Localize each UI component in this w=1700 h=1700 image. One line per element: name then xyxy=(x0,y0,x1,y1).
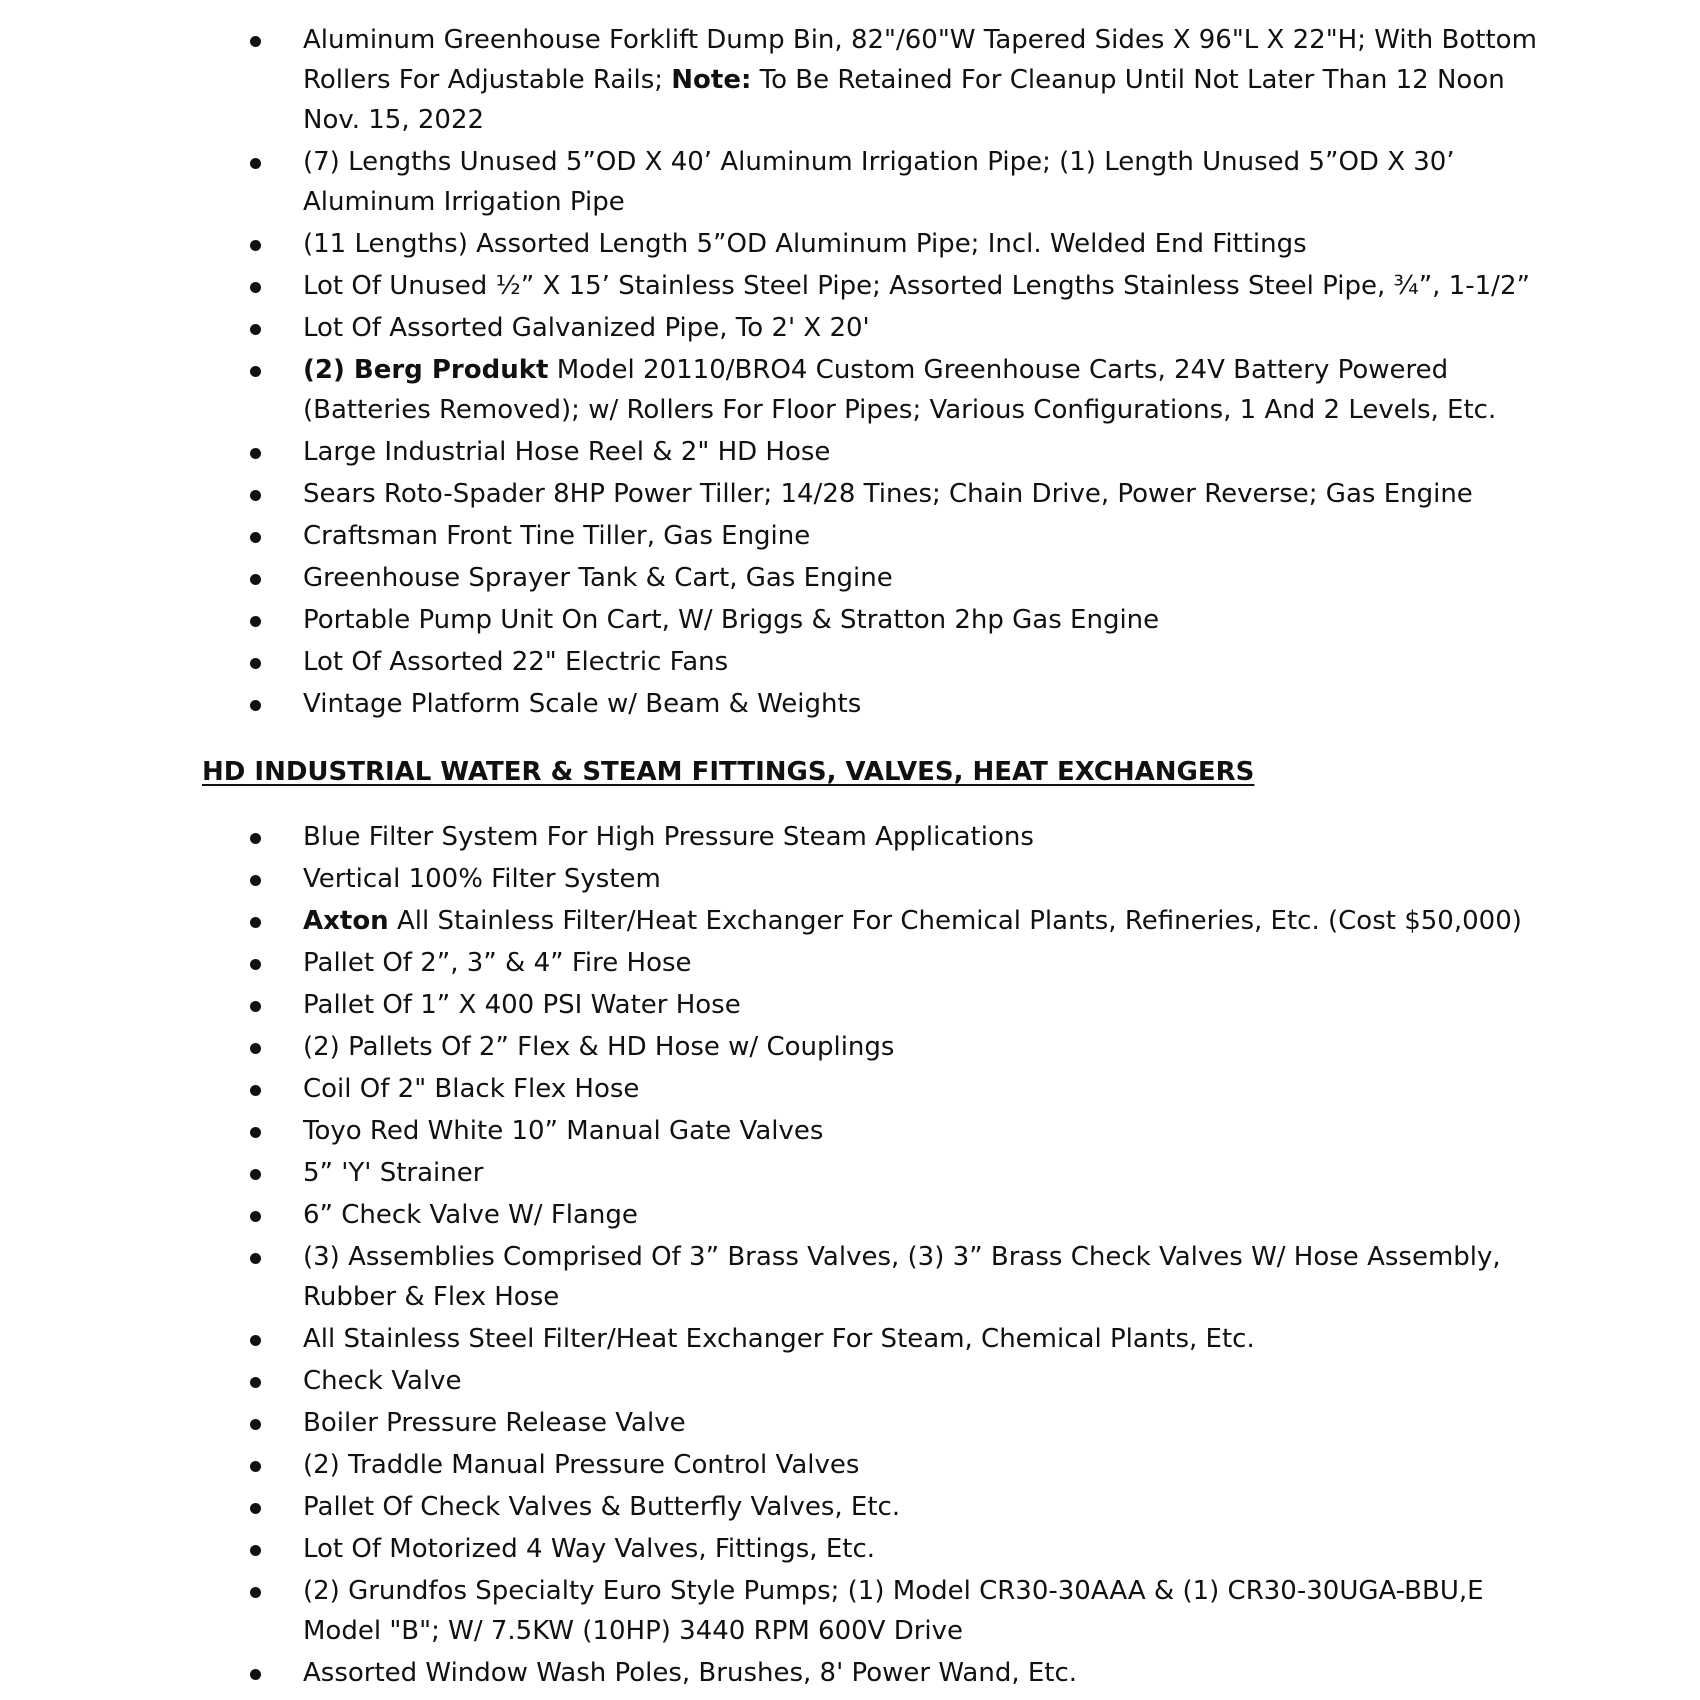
bullet-icon xyxy=(250,448,261,459)
list-item xyxy=(0,474,1540,514)
item-text: Aluminum Greenhouse Forklift Dump Bin, 82"/60"W Tapered Sides X 96"L X 22"H; With Bottom Rollers For Adjustable Rails; xyxy=(303,25,1537,95)
list-item xyxy=(0,1487,1540,1527)
item-text: All Stainless Filter/Heat Exchanger For Chemical Plants, Refineries, Etc. (Cost $50,000) xyxy=(388,906,1522,936)
item-text: (2) Traddle Manual Pressure Control Valves xyxy=(303,1450,860,1480)
item-text: (11 Lengths) Assorted Length 5”OD Aluminum Pipe; Incl. Welded End Fittings xyxy=(303,229,1307,259)
list-item xyxy=(0,859,1540,899)
bullet-icon xyxy=(250,1085,261,1096)
bullet-icon xyxy=(250,833,261,844)
list-item xyxy=(0,1571,1540,1651)
item-text: (2) Grundfos Specialty Euro Style Pumps; (1) Model CR30-30AAA & (1) CR30-30UGA-BBU,E Model "B"; W/ 7.5KW (10HP) 3440 RPM 600V Drive xyxy=(303,1576,1484,1646)
item-text: (7) Lengths Unused 5”OD X 40’ Aluminum Irrigation Pipe; (1) Length Unused 5”OD X 30’ Aluminum Irrigation Pipe xyxy=(303,147,1455,217)
bullet-icon xyxy=(250,1377,261,1388)
item-text: Coil Of 2" Black Flex Hose xyxy=(303,1074,640,1104)
list-item xyxy=(0,142,1540,222)
bullet-icon xyxy=(250,240,261,251)
list-item xyxy=(0,943,1540,983)
item-text-continued: To Be Retained For Cleanup Until Not Later Than 12 Noon Nov. 15, 2022 xyxy=(303,65,1505,135)
list-item xyxy=(0,901,1540,941)
item-bold-text: Axton xyxy=(303,906,389,936)
list-item xyxy=(0,224,1540,264)
list-item xyxy=(0,985,1540,1025)
bullet-icon xyxy=(250,324,261,335)
list-item xyxy=(0,642,1540,682)
item-text: All Stainless Steel Filter/Heat Exchanger For Steam, Chemical Plants, Etc. xyxy=(303,1324,1255,1354)
item-text: Lot Of Assorted 22" Electric Fans xyxy=(303,647,729,677)
item-text: Vintage Platform Scale w/ Beam & Weights xyxy=(303,689,862,719)
bullet-icon xyxy=(250,1253,261,1264)
list-item xyxy=(0,1653,1540,1693)
item-text: Check Valve xyxy=(303,1366,462,1396)
bullet-icon xyxy=(250,700,261,711)
list-item xyxy=(0,558,1540,598)
item-text: Portable Pump Unit On Cart, W/ Briggs & Stratton 2hp Gas Engine xyxy=(303,605,1160,635)
item-text: Model 20110/BRO4 Custom Greenhouse Carts, 24V Battery Powered (Batteries Removed); w/ Rollers For Floor Pipes; Various Configurations, 1 And 2 Levels, Etc. xyxy=(303,355,1497,425)
bullet-icon xyxy=(250,1169,261,1180)
item-text: Boiler Pressure Release Valve xyxy=(303,1408,686,1438)
list-item xyxy=(0,266,1540,306)
bullet-icon xyxy=(250,875,261,886)
bullet-icon xyxy=(250,36,261,47)
item-text: 5” 'Y' Strainer xyxy=(303,1158,484,1188)
item-text: 6” Check Valve W/ Flange xyxy=(303,1200,638,1230)
item-text: Pallet Of Check Valves & Butterfly Valves, Etc. xyxy=(303,1492,901,1522)
bullet-icon xyxy=(250,658,261,669)
item-text: Toyo Red White 10” Manual Gate Valves xyxy=(303,1116,824,1146)
list-item xyxy=(0,432,1540,472)
bullet-icon xyxy=(250,532,261,543)
item-bold-text: Note: xyxy=(671,65,752,95)
list-item xyxy=(0,1237,1540,1317)
item-text: (2) Pallets Of 2” Flex & HD Hose w/ Couplings xyxy=(303,1032,895,1062)
section-heading: HD INDUSTRIAL WATER & STEAM FITTINGS, VALVES, HEAT EXCHANGERS xyxy=(202,757,1255,787)
list-item xyxy=(0,1445,1540,1485)
list-item xyxy=(0,1027,1540,1067)
equipment-list xyxy=(0,20,1700,726)
item-text: (3) Assemblies Comprised Of 3” Brass Valves, (3) 3” Brass Check Valves W/ Hose Assembly, Rubber & Flex Hose xyxy=(303,1242,1501,1312)
list-item xyxy=(0,684,1540,724)
item-text: Pallet Of 2”, 3” & 4” Fire Hose xyxy=(303,948,692,978)
list-item xyxy=(0,1319,1540,1359)
item-bold-text: (2) Berg Produkt xyxy=(303,355,549,385)
list-item xyxy=(0,1403,1540,1443)
item-text: Craftsman Front Tine Tiller, Gas Engine xyxy=(303,521,811,551)
bullet-icon xyxy=(250,1669,261,1680)
bullet-icon xyxy=(250,366,261,377)
bullet-icon xyxy=(250,282,261,293)
bullet-icon xyxy=(250,1043,261,1054)
bullet-icon xyxy=(250,959,261,970)
item-text: Assorted Window Wash Poles, Brushes, 8' Power Wand, Etc. xyxy=(303,1658,1078,1688)
bullet-icon xyxy=(250,616,261,627)
item-text: Lot Of Unused ½” X 15’ Stainless Steel Pipe; Assorted Lengths Stainless Steel Pipe, ¾”, 1-1/2” xyxy=(303,271,1530,301)
item-text: Large Industrial Hose Reel & 2" HD Hose xyxy=(303,437,831,467)
item-text: Blue Filter System For High Pressure Steam Applications xyxy=(303,822,1034,852)
bullet-icon xyxy=(250,574,261,585)
bullet-icon xyxy=(250,158,261,169)
bullet-icon xyxy=(250,1419,261,1430)
list-item xyxy=(0,516,1540,556)
list-item xyxy=(0,817,1540,857)
list-item xyxy=(0,1111,1540,1151)
bullet-icon xyxy=(250,1545,261,1556)
bullet-icon xyxy=(250,1461,261,1472)
bullet-icon xyxy=(250,1503,261,1514)
bullet-icon xyxy=(250,490,261,501)
list-item xyxy=(0,350,1540,430)
list-item xyxy=(0,1529,1540,1569)
item-text: Pallet Of 1” X 400 PSI Water Hose xyxy=(303,990,741,1020)
list-item xyxy=(0,20,1540,140)
item-text: Lot Of Assorted Galvanized Pipe, To 2' X 20' xyxy=(303,313,870,343)
list-item xyxy=(0,1153,1540,1193)
list-item xyxy=(0,308,1540,348)
list-item xyxy=(0,600,1540,640)
list-item xyxy=(0,1361,1540,1401)
list-item xyxy=(0,1069,1540,1109)
item-text: Greenhouse Sprayer Tank & Cart, Gas Engine xyxy=(303,563,893,593)
bullet-icon xyxy=(250,1587,261,1598)
item-text: Lot Of Motorized 4 Way Valves, Fittings, Etc. xyxy=(303,1534,875,1564)
item-text: Vertical 100% Filter System xyxy=(303,864,661,894)
fittings-list xyxy=(0,817,1700,1695)
item-text: Sears Roto-Spader 8HP Power Tiller; 14/28 Tines; Chain Drive, Power Reverse; Gas Engine xyxy=(303,479,1473,509)
bullet-icon xyxy=(250,1335,261,1346)
bullet-icon xyxy=(250,1001,261,1012)
bullet-icon xyxy=(250,917,261,928)
list-item xyxy=(0,1195,1540,1235)
bullet-icon xyxy=(250,1127,261,1138)
bullet-icon xyxy=(250,1211,261,1222)
